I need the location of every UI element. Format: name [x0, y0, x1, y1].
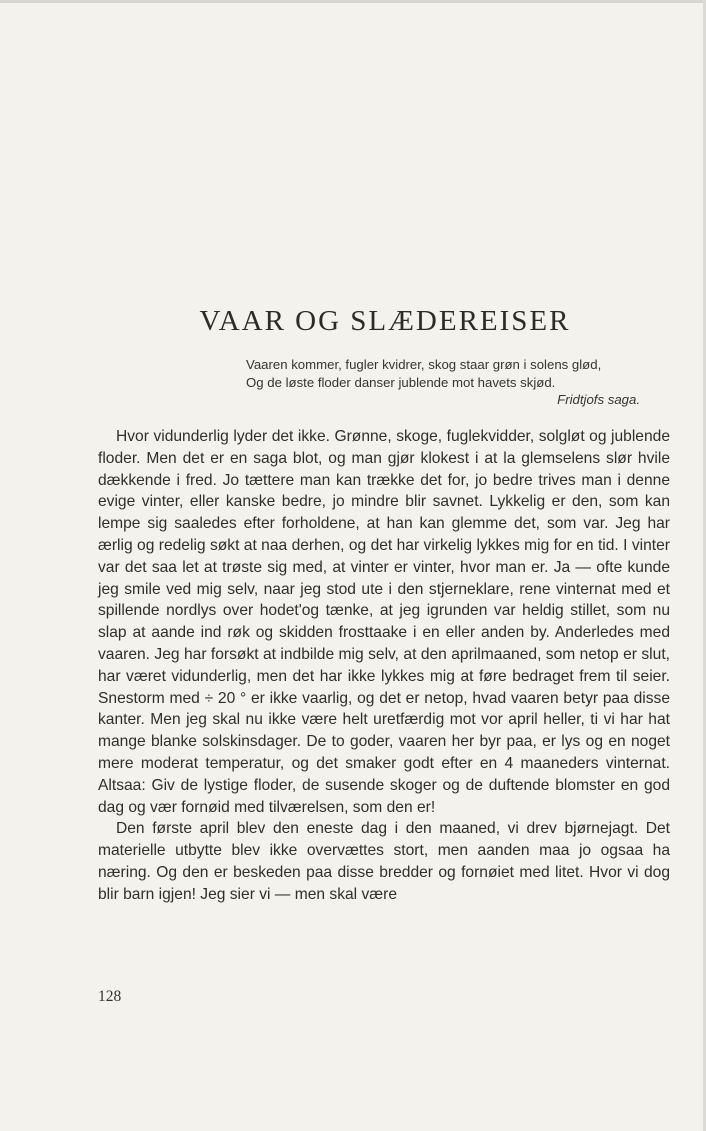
body-text — [98, 426, 670, 906]
epigraph-source: Fridtjofs saga. — [557, 392, 640, 407]
epigraph — [246, 356, 672, 409]
page-edge-top — [0, 0, 706, 3]
chapter-title: VAAR OG SLÆDEREISER — [199, 305, 571, 337]
paragraph-1: Hvor vidunderlig lyder det ikke. Grønne, skoge, fuglekvidder, solgløt og jublende floder. Men det er en saga blot, og man gjør klokest i at la glemselens slør hvile dækkende i fred. Jo tættere man kan trække det for, jo bedre trives man i denne evige vinter, eller kanske bedre, jo mindre blir savnet. Lykkelig er den, som kan lempe sig saaledes efter forholdene, at han kan glemme det, som var. Jeg har ærlig og redelig søkt at naa derhen, og det har virkelig lykkes mig for en tid. I vinter var det saa let at trøste sig med, at vinter er vinter, hvor man er. Ja — ofte kunde jeg smile ved mig selv, naar jeg stod ute i den stjerneklare, rene vinternat med et spillende nordlys over hodet'og tænke, at jeg igrunden var heldig stillet, som nu slap at aande ind røk og skidden frosttaake i en eller anden by. Anderledes med vaaren. Jeg har forsøkt at indbilde mig selv, at den aprilmaaned, som netop er slut, har været vidunderlig, men det har ikke lykkes mig at føre bedraget frem til seier. Snestorm med ÷ 20 ° er ikke vaarlig, og det er netop, hvad vaaren betyr paa disse kanter. Men jeg skal nu ikke være helt uretfærdig mot vor april heller, ti vi har hat mange blanke solskinsdager. De to goder, vaaren her byr paa, er lys og en noget mere moderat temperatur, og det smaker godt efter en 4 maaneders vinternat. Altsaa: Giv de lystige floder, de susende skoger og de duftende blomster en god dag og vær fornøid med tilværelsen, som den er! — [98, 428, 670, 816]
epigraph-line-1: Vaaren kommer, fugler kvidrer, skog staar grøn i solens glød, — [246, 357, 602, 372]
page-number: 128 — [98, 988, 122, 1005]
paragraph-2: Den første april blev den eneste dag i den maaned, vi drev bjørnejagt. Det materielle utbytte blev ikke overvættes stort, men aanden maa jo ogsaa ha næring. Og den er beskeden paa disse bredder og fornøiet med litet. Hvor vi dog blir barn igjen! Jeg sier vi — men skal være — [98, 820, 670, 903]
epigraph-line-2: Og de løste floder danser jublende mot havets skjød. — [246, 374, 556, 390]
